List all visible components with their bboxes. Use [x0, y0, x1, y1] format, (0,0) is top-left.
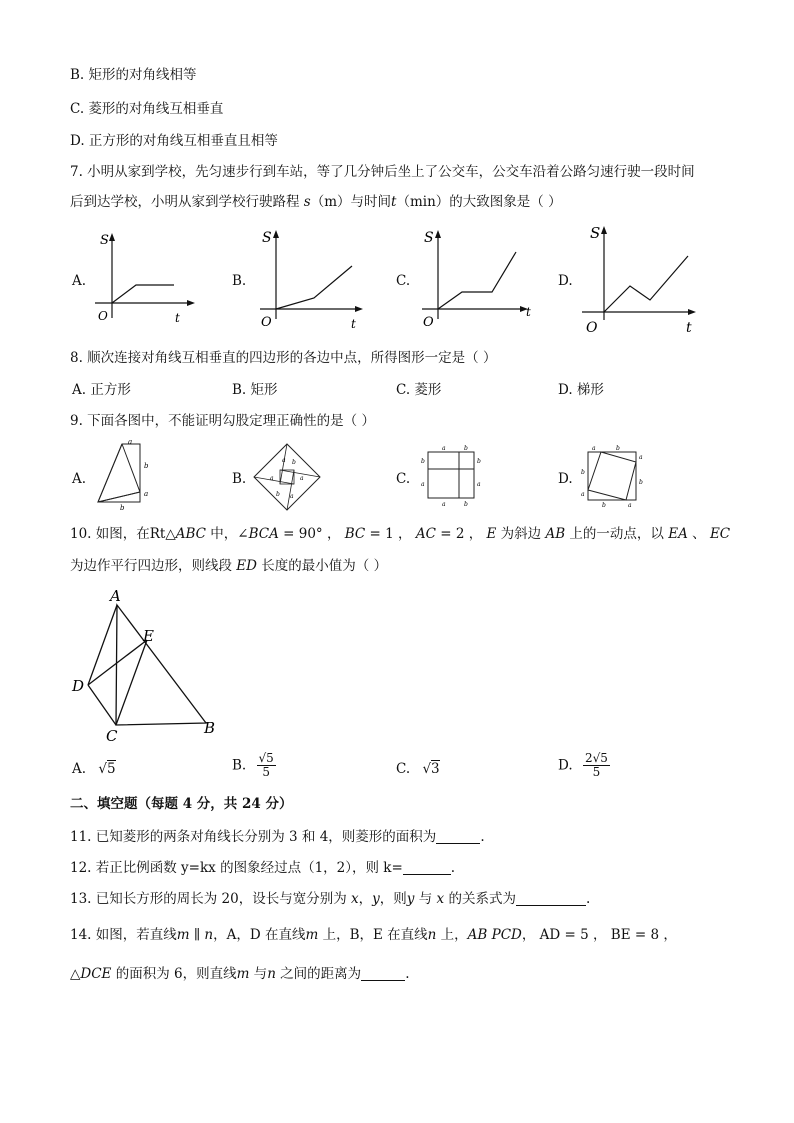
side-b-label: b: [120, 504, 125, 512]
sqrt-symbol: √3: [422, 761, 440, 777]
axis-s-label: S: [590, 224, 601, 242]
answer-blank[interactable]: [516, 891, 586, 906]
side-b-label: b: [477, 458, 481, 465]
q12-stem: 12. 若正比例函数 y=kx 的图象经过点（1，2），则 k= .: [70, 860, 456, 876]
q10-option-b: B. $\frac{√5}{5}$: [232, 751, 274, 779]
q9-label-d: D.: [558, 471, 573, 487]
q10-figure: [70, 585, 230, 745]
side-b-label: b: [464, 445, 468, 452]
axis-s-label: S: [100, 233, 109, 248]
side-a-label: a: [592, 445, 596, 452]
sqrt-symbol: √5: [98, 761, 116, 777]
side-a-label: a: [628, 502, 632, 508]
q7-graph-b: [252, 224, 367, 334]
q8-option-b: B. 矩形: [232, 382, 278, 398]
side-a-label: a: [300, 475, 304, 482]
q7-stem-line2: 后到达学校，小明从家到学校行驶路程 s（m）与时间t（min）的大致图象是（ ）: [70, 194, 562, 210]
side-b-label: b: [581, 469, 585, 476]
origin-label: O: [423, 315, 434, 330]
q8-option-a: A. 正方形: [72, 382, 131, 398]
q9-stem: 9. 下面各图中，不能证明勾股定理正确性的是（ ）: [70, 413, 375, 429]
side-a-label: a: [128, 440, 133, 446]
side-a-label: a: [270, 475, 274, 482]
answer-blank[interactable]: [436, 829, 480, 844]
point-d-label: D: [72, 677, 85, 695]
side-a-label: a: [144, 490, 149, 498]
side-a-label: a: [639, 454, 643, 461]
q9-figure-b: [252, 442, 322, 512]
q9-figure-a: [92, 440, 162, 512]
axis-s-label: S: [262, 230, 272, 246]
q14-stem-line2: △DCE 的面积为 6，则直线m 与n 之间的距离为 .: [70, 966, 410, 982]
side-b-label: b: [292, 459, 296, 466]
answer-blank[interactable]: [361, 966, 405, 981]
section-heading: 二、填空题（每题 4 分，共 24 分）: [70, 796, 293, 812]
answer-blank[interactable]: [403, 860, 451, 875]
point-e-label: E: [143, 627, 154, 645]
q8-stem: 8. 顺次连接对角线互相垂直的四边形的各边中点，所得图形一定是（ ）: [70, 350, 497, 366]
q6-option-d: D. 正方形的对角线互相垂直且相等: [70, 133, 278, 149]
side-b-label: b: [602, 502, 606, 508]
q10-option-a: A. √5: [72, 761, 116, 777]
q14-stem-line1: 14. 如图，若直线m ∥ n，A，D 在直线m 上，B，E 在直线n 上，AB PCD， AD = 5 ， BE = 8 ，: [70, 927, 677, 943]
origin-label: O: [586, 320, 598, 336]
q6-option-b: B. 矩形的对角线相等: [70, 67, 197, 83]
point-c-label: C: [106, 727, 118, 745]
q7-label-c: C.: [396, 273, 411, 289]
q7-label-a: A.: [72, 273, 87, 289]
q7-graph-d: [578, 220, 703, 338]
q13-stem: 13. 已知长方形的周长为 20，设长与宽分别为 x，y，则y 与 x 的关系式为 .: [70, 891, 591, 907]
q7-graph-a: [90, 228, 200, 328]
axis-t-label: t: [526, 305, 531, 319]
q11-stem: 11. 已知菱形的两条对角线长分别为 3 和 4，则菱形的面积为 .: [70, 829, 485, 845]
q7-label-b: B.: [232, 273, 247, 289]
origin-label: O: [98, 309, 108, 323]
side-a-label: a: [290, 493, 294, 500]
q10-option-c: C. √3: [396, 761, 440, 777]
side-a-label: a: [442, 445, 446, 452]
side-b-label: b: [276, 491, 280, 498]
q10-stem-line2: 为边作平行四边形，则线段 ED 长度的最小值为（ ）: [70, 558, 388, 574]
q8-option-d: D. 梯形: [558, 382, 604, 398]
side-a-label: a: [442, 501, 446, 508]
side-b-label: b: [421, 458, 425, 465]
origin-label: O: [261, 315, 272, 330]
point-a-label: A: [110, 587, 121, 605]
q7-stem-line1: 7. 小明从家到学校，先匀速步行到车站，等了几分钟后坐上了公交车，公交车沿着公路匀速行驶一段时间: [70, 164, 695, 180]
q9-figure-c: [416, 444, 486, 508]
q10-stem-line1: 10. 如图，在Rt△ABC 中，∠BCA = 90° ， BC = 1 ， AC = 2 ， E 为斜边 AB 上的一动点，以 EA 、 EC: [70, 526, 731, 542]
side-a-label: a: [421, 481, 425, 488]
q9-label-a: A.: [72, 471, 87, 487]
q7-label-d: D.: [558, 273, 573, 289]
side-b-label: b: [144, 462, 149, 470]
q9-figure-d: [578, 444, 648, 508]
q9-label-b: B.: [232, 471, 247, 487]
side-a-label: a: [581, 491, 585, 498]
axis-t-label: t: [686, 320, 692, 336]
point-b-label: B: [204, 719, 216, 737]
side-b-label: b: [639, 479, 643, 486]
q7-graph-c: [414, 224, 539, 334]
axis-t-label: t: [351, 317, 356, 331]
q8-option-c: C. 菱形: [396, 382, 442, 398]
side-a-label: a: [477, 481, 481, 488]
side-a-label: a: [282, 457, 286, 464]
q6-option-c: C. 菱形的对角线互相垂直: [70, 101, 224, 117]
q9-label-c: C.: [396, 471, 411, 487]
side-b-label: b: [616, 445, 620, 452]
q10-option-d: D. $\frac{2√5}{5}$: [558, 751, 608, 779]
axis-t-label: t: [175, 311, 180, 325]
side-b-label: b: [464, 501, 468, 508]
axis-s-label: S: [424, 230, 434, 246]
